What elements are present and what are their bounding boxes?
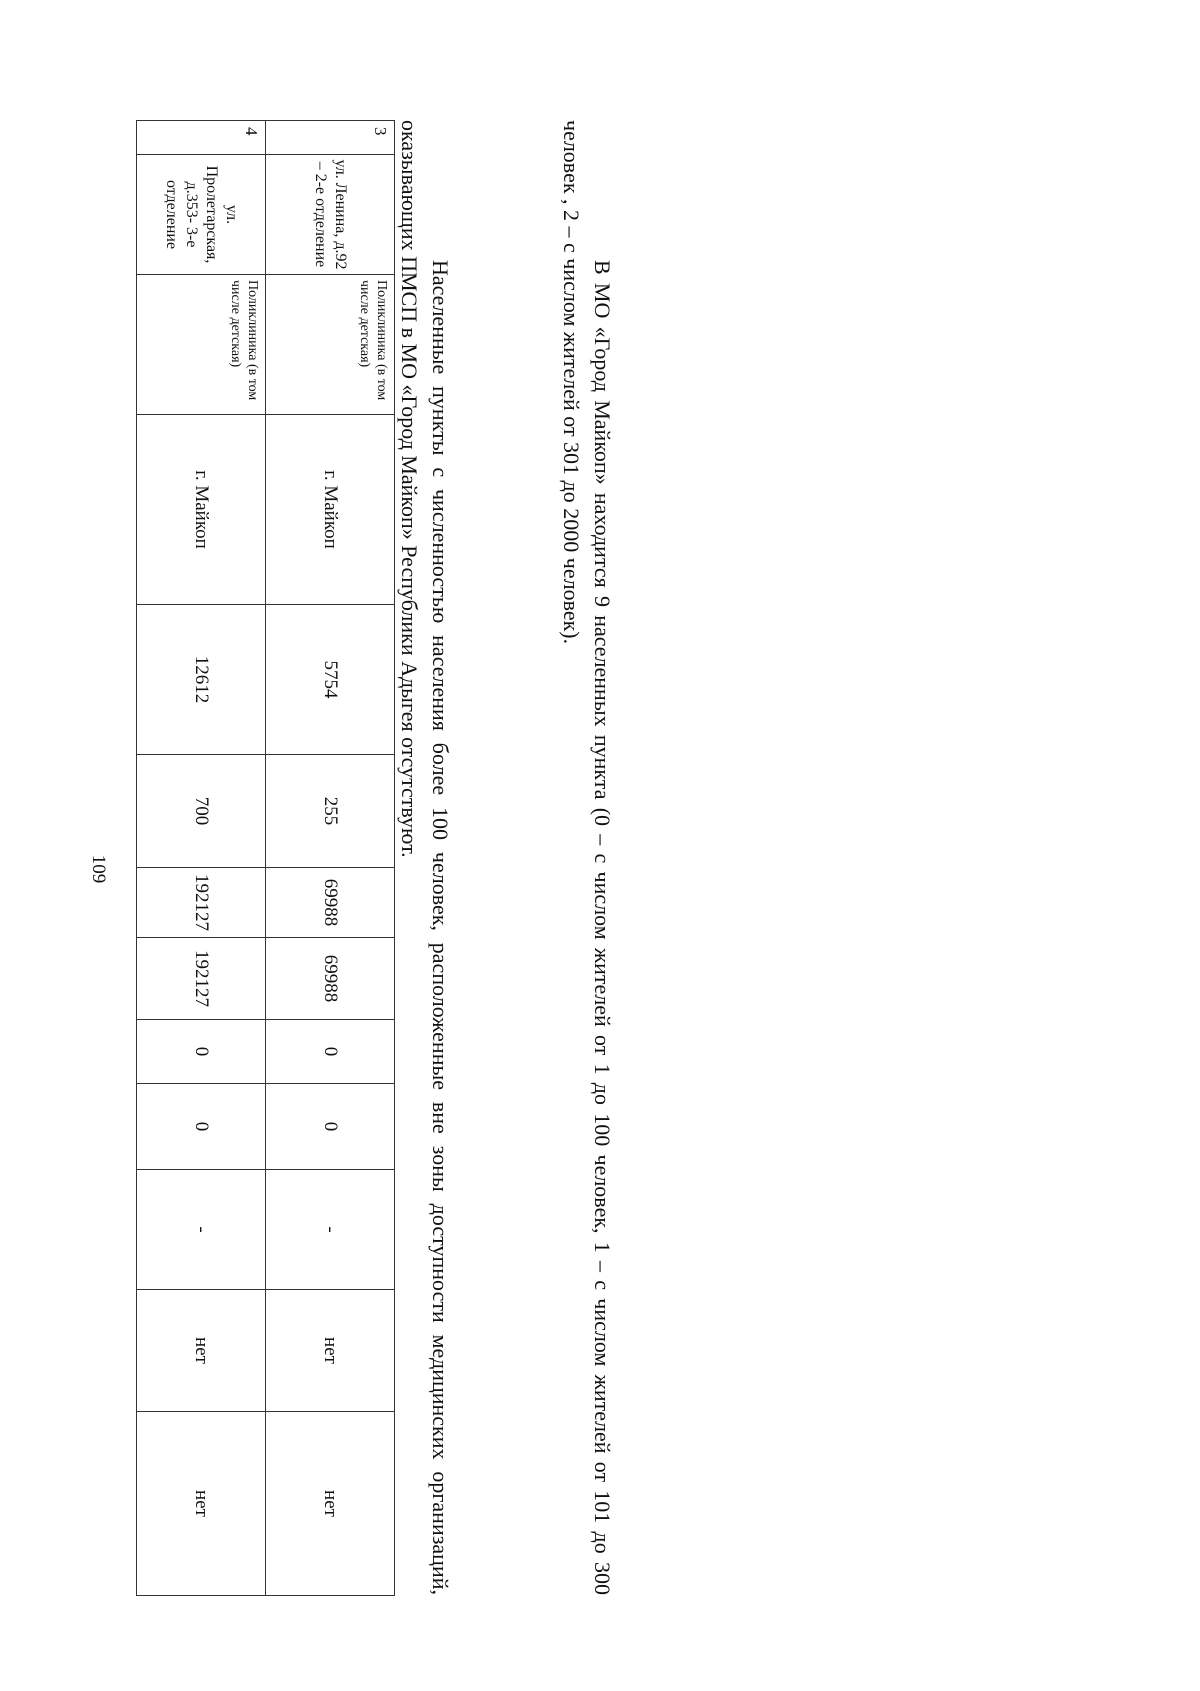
- table-cell: -: [137, 1170, 266, 1290]
- table-cell: 12612: [137, 605, 266, 755]
- data-table: [136, 120, 395, 1596]
- locality-cell: г. Майкоп: [137, 415, 266, 605]
- paragraph-settlements: [556, 120, 618, 1595]
- table-cell: 0: [137, 1084, 266, 1170]
- table-cell: 0: [266, 1084, 395, 1170]
- table-cell: 192127: [137, 938, 266, 1020]
- row-number: 3: [266, 121, 395, 155]
- table-cell: нет: [137, 1290, 266, 1412]
- table-cell: 0: [137, 1020, 266, 1084]
- table-cell: нет: [266, 1412, 395, 1596]
- table-cell: 69988: [266, 868, 395, 938]
- table-cell: нет: [266, 1290, 395, 1412]
- paragraph-outside-zone: [394, 120, 456, 1595]
- table-cell: -: [266, 1170, 395, 1290]
- paragraph-text: В МО «Город Майкоп» находится 9 населенных пункта (0 – с числом жителей от 1 до 100 человек, 1 – с числом жителей от 101 до 300 человек , 2 – с числом жителей от 301 до 2000 человек).: [559, 120, 615, 1595]
- table-cell: 700: [137, 755, 266, 868]
- address-cell: ул. Ленина, д.92 – 2-е отделение: [266, 155, 395, 275]
- paragraph-text: Населенные пункты с численностью населения более 100 человек, расположенные вне зоны доступности медицинских организаций, оказывающих ПМСП в МО «Город Майкоп» Республики Адыгея отсутствуют.: [397, 120, 453, 1595]
- table-cell: нет: [137, 1412, 266, 1596]
- address-cell: ул. Пролетарская, д.353- 3-е отделение: [137, 155, 266, 275]
- facility-type-cell: Поликлиника (в том числе детская): [137, 275, 266, 415]
- table-cell: 255: [266, 755, 395, 868]
- table-cell: 0: [266, 1020, 395, 1084]
- table-row: [266, 121, 395, 1596]
- table-cell: 69988: [266, 938, 395, 1020]
- rotated-page-content: [20, 0, 1120, 1595]
- facility-type-cell: Поликлиника (в том числе детская): [266, 275, 395, 415]
- table-row: [137, 121, 266, 1596]
- page-number: 109: [88, 854, 109, 884]
- table-cell: 5754: [266, 605, 395, 755]
- table-cell: 192127: [137, 868, 266, 938]
- row-number: 4: [137, 121, 266, 155]
- locality-cell: г. Майкоп: [266, 415, 395, 605]
